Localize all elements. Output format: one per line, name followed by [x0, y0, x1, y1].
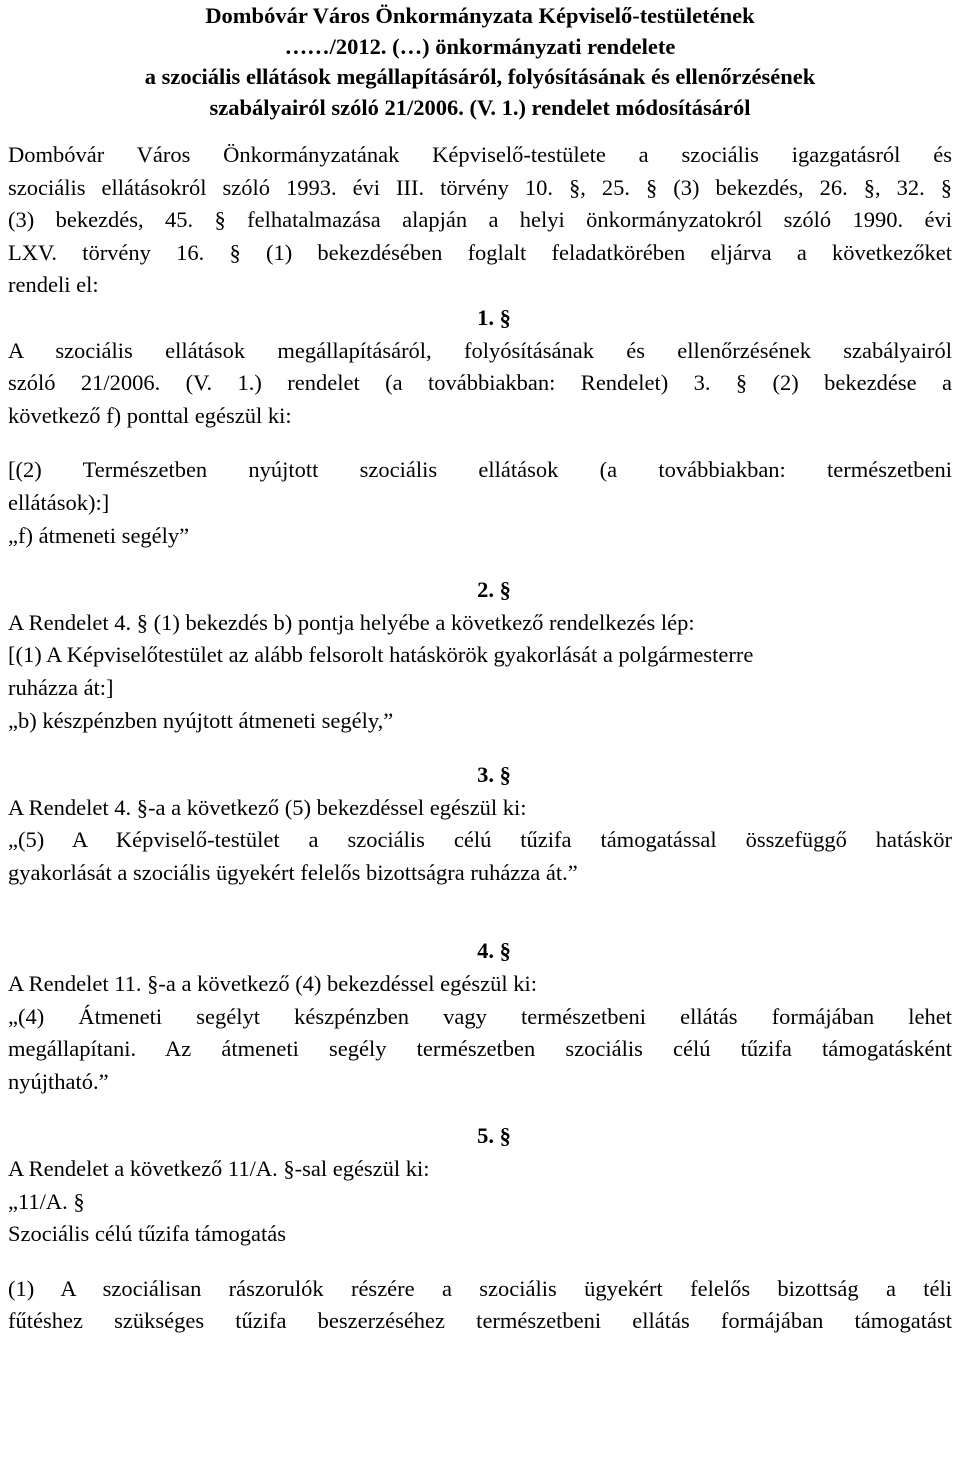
preamble	[8, 139, 952, 302]
section-4-body	[8, 968, 952, 1098]
section-4-heading: 4. §	[477, 938, 511, 964]
title-line-4: szabályairól szóló 21/2006. (V. 1.) rendelet módosításáról	[209, 94, 751, 120]
section-line: nyújtható.”	[8, 1068, 109, 1094]
preamble-line: szociális ellátásokról szóló 1993. évi III. törvény 10. §, 25. § (3) bekezdés, 26. §, 32. §	[8, 174, 952, 200]
section-3-heading: 3. §	[477, 762, 511, 788]
section-line: következő f) ponttal egészül ki:	[8, 402, 292, 428]
section-line: A Rendelet a következő 11/A. §-sal egészül ki:	[8, 1156, 430, 1182]
section-line: A Rendelet 11. §-a a következő (4) bekezdéssel egészül ki:	[8, 971, 537, 997]
quote-line: [(2) Természetben nyújtott szociális ellátások (a továbbiakban: természetbeni	[8, 457, 952, 483]
quote-line: ellátások):]	[8, 489, 110, 515]
document-page	[0, 1, 960, 1461]
section-5-body	[8, 1153, 952, 1338]
section-1-heading: 1. §	[477, 304, 511, 330]
section-line: „b) készpénzben nyújtott átmeneti segély,”	[8, 707, 394, 733]
section-1-body	[8, 335, 952, 553]
quote-line: „f) átmeneti segély”	[8, 522, 190, 548]
preamble-line: LXV. törvény 16. § (1) bekezdésében foglalt feladatkörében eljárva a következőket	[8, 239, 952, 265]
section-line: (1) A szociálisan rászorulók részére a szociális ügyekért felelős bizottság a téli	[8, 1275, 952, 1301]
section-line: A szociális ellátások megállapításáról, folyósításának és ellenőrzésének szabályairól	[8, 337, 952, 363]
section-3-body	[8, 792, 952, 890]
section-5-heading: 5. §	[477, 1123, 511, 1149]
section-line: ruházza át:]	[8, 674, 114, 700]
section-line: gyakorlását a szociális ügyekért felelős bizottságra ruházza át.”	[8, 859, 578, 885]
title-line-1: Dombóvár Város Önkormányzata Képviselő-testületének	[205, 3, 755, 28]
section-line: A Rendelet 4. §-a a következő (5) bekezdéssel egészül ki:	[8, 794, 527, 820]
preamble-line: (3) bekezdés, 45. § felhatalmazása alapján a helyi önkormányzatokról szóló 1990. évi	[8, 207, 952, 233]
section-2-body	[8, 607, 952, 737]
section-line: „(5) A Képviselő-testület a szociális célú tűzifa támogatással összefüggő hatáskör	[8, 827, 952, 853]
preamble-line: rendeli el:	[8, 272, 99, 298]
section-line: [(1) A Képviselőtestület az alább felsorolt hatáskörök gyakorlását a polgármesterre	[8, 642, 754, 668]
section-line: „11/A. §	[8, 1188, 85, 1214]
preamble-line: Dombóvár Város Önkormányzatának Képviselő-testülete a szociális igazgatásról és	[8, 142, 952, 167]
section-line: fűtéshez szükséges tűzifa beszerzéséhez természetbeni ellátás formájában támogatást	[8, 1308, 952, 1334]
section-line: „(4) Átmeneti segélyt készpénzben vagy természetbeni ellátás formájában lehet	[8, 1003, 952, 1029]
section-line: A Rendelet 4. § (1) bekezdés b) pontja helyébe a következő rendelkezés lép:	[8, 609, 695, 635]
title-line-3: a szociális ellátások megállapításáról, folyósításának és ellenőrzésének	[144, 64, 816, 89]
section-line: megállapítani. Az átmeneti segély természetben szociális célú tűzifa támogatásként	[8, 1036, 952, 1062]
title-line-2: ……/2012. (…) önkormányzati rendelete	[284, 33, 676, 59]
section-line: Szociális célú tűzifa támogatás	[8, 1221, 287, 1247]
section-line: szóló 21/2006. (V. 1.) rendelet (a továbbiakban: Rendelet) 3. § (2) bekezdése a	[8, 370, 952, 396]
section-2-heading: 2. §	[477, 577, 511, 603]
document-title	[8, 1, 952, 123]
